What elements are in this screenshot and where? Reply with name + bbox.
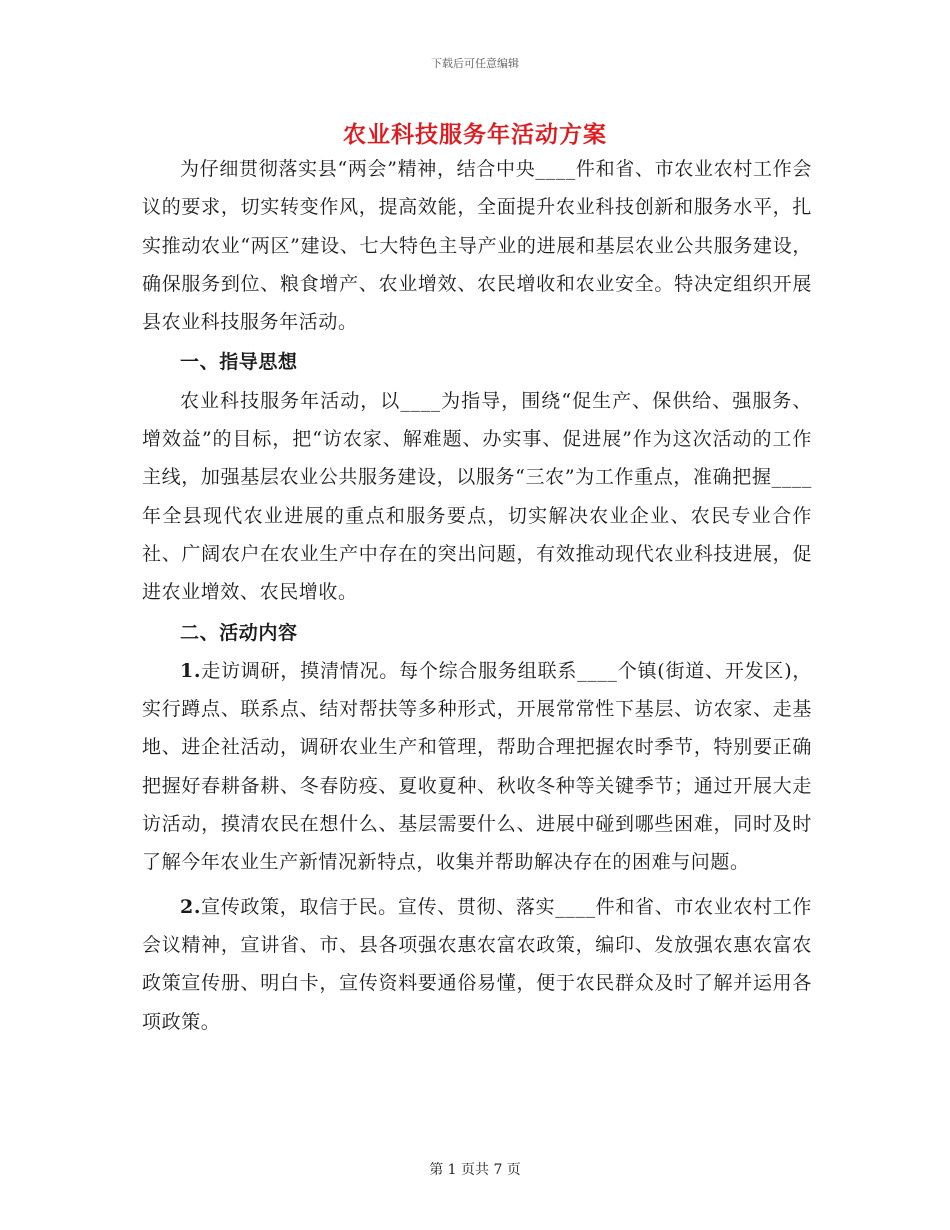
- page-header: 下载后可任意编辑: [431, 57, 519, 70]
- document-body: [142, 150, 812, 1041]
- item-text: 宣传政策，取信于民。宣传、贯彻、落实____件和省、市农业农村工作会议精神，宣讲省、市、县各项强农惠农富农政策，编印、发放强农惠农富农政策宣传册、明白卡，宣传资料要通俗易懂，便于农民群众及时了解并运用各项政策。: [142, 895, 812, 1033]
- section-heading-activity-content: 二、活动内容: [180, 621, 298, 644]
- activity-item-2: [142, 888, 812, 1041]
- item-number: 1.: [180, 659, 202, 682]
- section-heading-guiding-thought: 一、指导思想: [180, 351, 298, 374]
- activity-item-1: [142, 652, 812, 882]
- guiding-thought-paragraph: 农业科技服务年活动，以____为指导，围绕“促生产、保供给、强服务、增效益”的目标，把“访农家、解难题、办实事、促进展”作为这次活动的工作主线，加强基层农业公共服务建设，以服务“三农”为工作重点，准确把握____年全县现代农业进展的重点和服务要点，切实解决农业企业、农民专业合作社、广阔农户在农业生产中存在的突出问题，有效推动现代农业科技进展，促进农业增效、农民增收。: [142, 389, 812, 604]
- item-text: 走访调研，摸清情况。每个综合服务组联系____个镇(街道、开发区)，实行蹲点、联系点、结对帮扶等多种形式，开展常常性下基层、访农家、走基地、进企社活动，调研农业生产和管理，帮助合理把握农时季节，特别要正确把握好春耕备耕、冬春防疫、夏收夏种、秋收冬种等关键季节；通过开展大走访活动，摸清农民在想什么、基层需要什么、进展中碰到哪些困难，同时及时了解今年农业生产新情况新特点，收集并帮助解决存在的困难与问题。: [142, 659, 812, 874]
- item-number: 2.: [180, 895, 202, 918]
- document-title: 农业科技服务年活动方案: [343, 121, 607, 148]
- intro-paragraph: 为仔细贯彻落实县“两会”精神，结合中央____件和省、市农业农村工作会议的要求，切实转变作风，提高效能，全面提升农业科技创新和服务水平，扎实推动农业“两区”建设、七大特色主导产业的进展和基层农业公共服务建设，确保服务到位、粮食增产、农业增效、农民增收和农业安全。特决定组织开展县农业科技服务年活动。: [142, 158, 812, 334]
- page-footer: 第 1 页共 7 页: [429, 1162, 521, 1178]
